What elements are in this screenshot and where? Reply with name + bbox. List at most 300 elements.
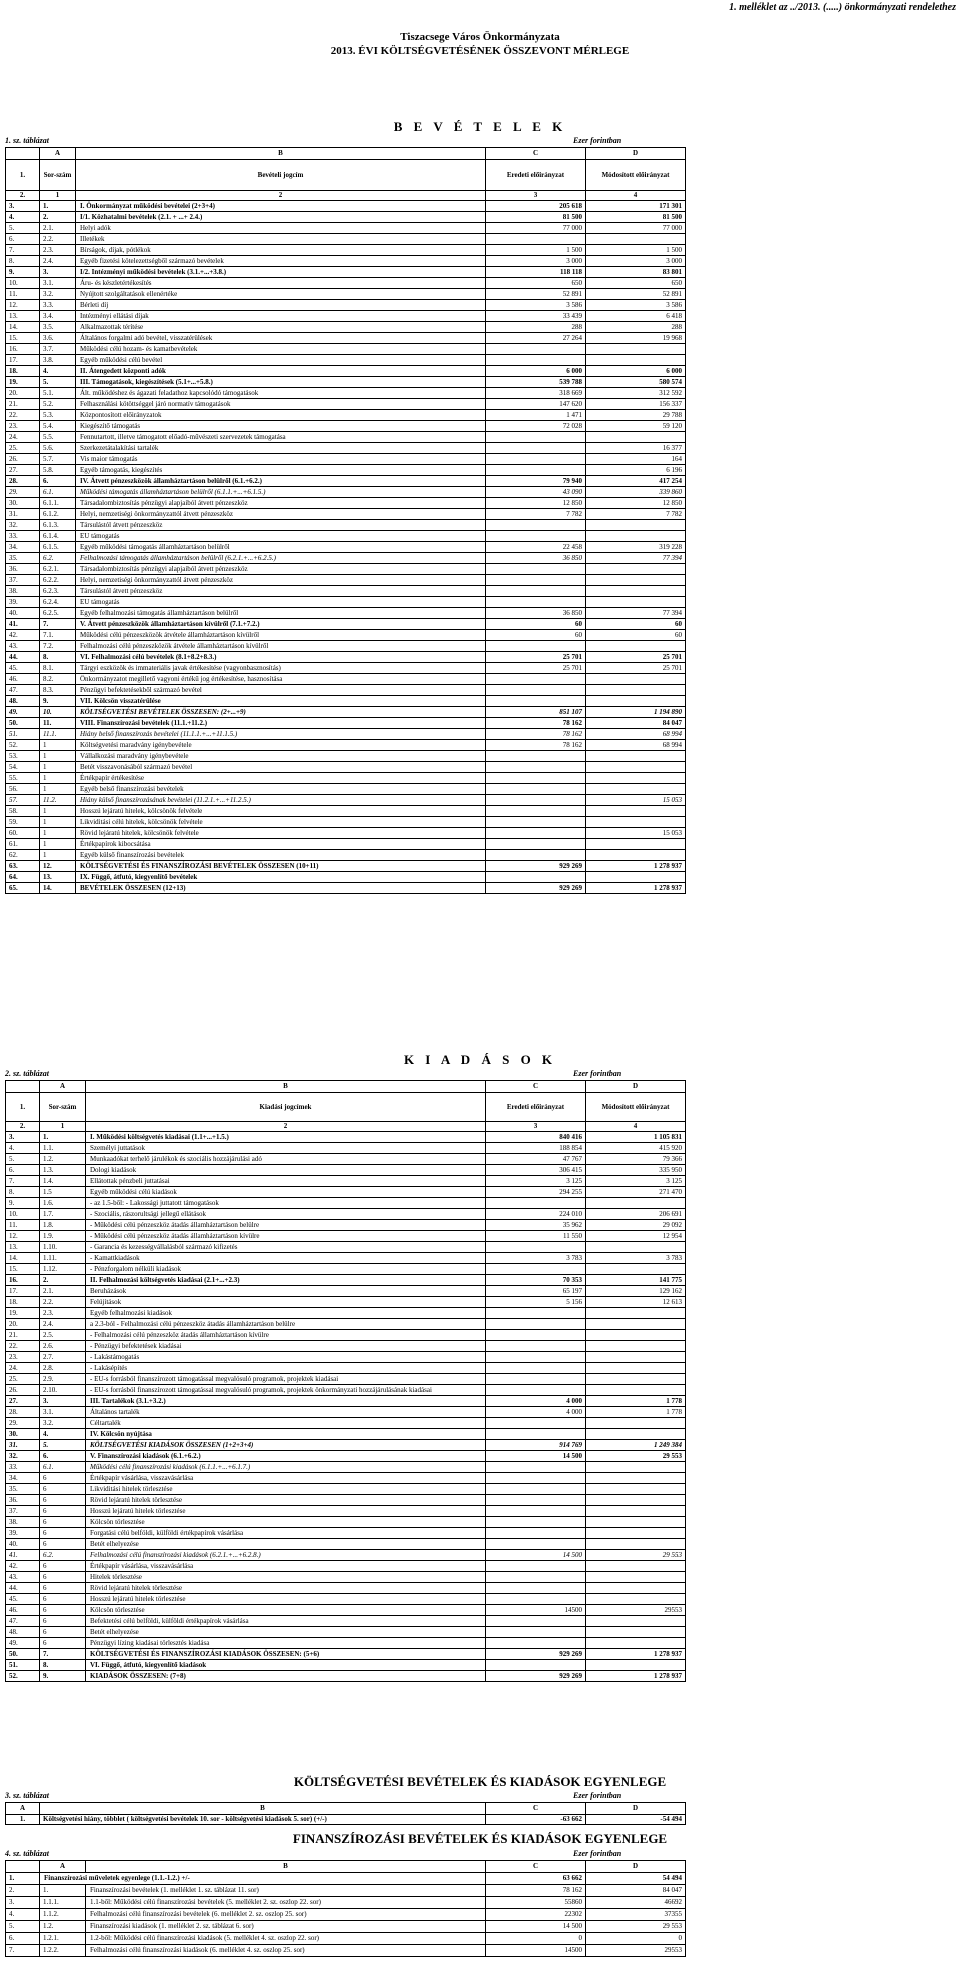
row-modified	[586, 1594, 686, 1605]
table-row	[6, 443, 686, 454]
row-modified	[586, 1473, 686, 1484]
balance-row-modified: -54 494	[586, 1815, 686, 1825]
row-label: Egyéb működési célú kiadások	[86, 1187, 486, 1198]
row-original	[486, 1528, 586, 1539]
row-original: 3 783	[486, 1253, 586, 1264]
row-modified: 29 788	[586, 410, 686, 421]
row-number: 9.	[6, 267, 40, 278]
row-modified: 171 301	[586, 201, 686, 212]
table-row	[6, 641, 686, 652]
row-code: 5.4.	[40, 421, 76, 432]
row-number: 51.	[6, 1660, 40, 1671]
row-label: Pénzügyi befektetésekből származó bevétel	[76, 685, 486, 696]
row-original: 929 269	[486, 861, 586, 872]
row-label: II. Felhalmozási költségvetés kiadásai (2.1+...+2.3)	[86, 1275, 486, 1286]
row-label: IV. Kölcsön nyújtása	[86, 1429, 486, 1440]
table-row	[6, 1594, 686, 1605]
num-1: 1	[40, 1122, 86, 1132]
row-original: 60	[486, 630, 586, 641]
col-d: D	[586, 148, 686, 160]
table-row	[6, 1176, 686, 1187]
row-code: 3.4.	[40, 311, 76, 322]
balance-row-original: -63 662	[486, 1815, 586, 1825]
revenue-unit: Ezer forintban	[573, 136, 622, 145]
table-row	[6, 619, 686, 630]
row-original	[486, 1341, 586, 1352]
table-row	[6, 1187, 686, 1198]
row-modified: 3 783	[586, 1253, 686, 1264]
row-label: - Pénzforgalom nélküli kiadások	[86, 1264, 486, 1275]
financing-table-label: 4. sz. táblázat	[5, 1849, 50, 1858]
row-code: 1.11.	[40, 1253, 86, 1264]
row-modified: 60	[586, 630, 686, 641]
row-modified: 68 994	[586, 729, 686, 740]
row-label: Központosított előirányzatok	[76, 410, 486, 421]
row-original: 78 162	[486, 718, 586, 729]
row-original	[486, 443, 586, 454]
col-c: C	[486, 1081, 586, 1093]
table-row	[6, 1352, 686, 1363]
col-a: A	[40, 148, 76, 160]
row-number: 44.	[6, 652, 40, 663]
row-code: 3.1.	[40, 1407, 86, 1418]
row-original	[486, 454, 586, 465]
expense-unit: Ezer forintban	[573, 1069, 622, 1078]
row-original: 294 255	[486, 1187, 586, 1198]
row-original: 205 618	[486, 201, 586, 212]
row-code: 12.	[40, 861, 76, 872]
row-label: Ellátottak pénzbeli juttatásai	[86, 1176, 486, 1187]
row-label: Egyéb felhalmozási kiadások	[86, 1308, 486, 1319]
table-row	[6, 1451, 686, 1462]
col-d: D	[586, 1861, 686, 1873]
row-code: 1	[40, 806, 76, 817]
row-modified	[586, 817, 686, 828]
table-row	[6, 1885, 686, 1897]
row-label: Hiány belső finanszírozás bevételei (11.1.1.+...+11.1.5.)	[76, 729, 486, 740]
table-row	[6, 344, 686, 355]
row-original: 63 662	[486, 1873, 586, 1885]
row-code: 1.2.	[40, 1154, 86, 1165]
row-number: 14.	[6, 322, 40, 333]
table-row	[6, 1220, 686, 1231]
row-modified	[586, 773, 686, 784]
row-code: 6.1.4.	[40, 531, 76, 542]
table-row	[6, 1198, 686, 1209]
row-code: 2.7.	[40, 1352, 86, 1363]
row-code: 1.10.	[40, 1242, 86, 1253]
row-number: 32.	[6, 1451, 40, 1462]
table-row	[6, 1154, 686, 1165]
row-code: 4.	[40, 1429, 86, 1440]
row-original	[486, 1352, 586, 1363]
num-4: 4	[586, 191, 686, 201]
num-1: 1	[40, 191, 76, 201]
row-modified: 25 701	[586, 652, 686, 663]
row-original	[486, 1594, 586, 1605]
row-modified: 156 337	[586, 399, 686, 410]
row-modified: 3 586	[586, 300, 686, 311]
row-modified: 417 254	[586, 476, 686, 487]
table-row	[6, 454, 686, 465]
row-original	[486, 685, 586, 696]
row-original	[486, 1495, 586, 1506]
row-original: 3 000	[486, 256, 586, 267]
row-code: 2.4.	[40, 1319, 86, 1330]
table-row	[6, 586, 686, 597]
row-original: 47 767	[486, 1154, 586, 1165]
row-label: KÖLTSÉGVETÉSI BEVÉTELEK ÖSSZESEN: (2+...+9)	[76, 707, 486, 718]
row-label: KÖLTSÉGVETÉSI ÉS FINANSZÍROZÁSI KIADÁSOK ÖSSZESEN: (5+6)	[86, 1649, 486, 1660]
row-code: 8.1.	[40, 663, 76, 674]
col-d: D	[586, 1803, 686, 1815]
row-code: 1	[40, 817, 76, 828]
row-number: 63.	[6, 861, 40, 872]
row-modified	[586, 1572, 686, 1583]
col-a: A	[40, 1081, 86, 1093]
row-label: EU támogatás	[76, 597, 486, 608]
row-label: Hiány külső finanszírozásának bevételei (11.2.1.+...+11.2.5.)	[76, 795, 486, 806]
row-number: 4.	[6, 212, 40, 223]
revenue-table-label: 1. sz. táblázat	[5, 136, 50, 145]
col-blank	[6, 1081, 40, 1093]
row-modified: 6 418	[586, 311, 686, 322]
table-row	[6, 1462, 686, 1473]
row-number: 15.	[6, 333, 40, 344]
row-original	[486, 1539, 586, 1550]
row-code: 13.	[40, 872, 76, 883]
row-number: 1.	[6, 1873, 40, 1885]
row-modified: 7 782	[586, 509, 686, 520]
row-code: 1.	[40, 1132, 86, 1143]
row-number: 17.	[6, 1286, 40, 1297]
row-original: 147 620	[486, 399, 586, 410]
row-code: 9.	[40, 696, 76, 707]
row-original: 0	[486, 1933, 586, 1945]
table-row	[6, 1297, 686, 1308]
row-number: 18.	[6, 366, 40, 377]
row-original: 11 550	[486, 1231, 586, 1242]
row-modified: 650	[586, 278, 686, 289]
table-row	[6, 1897, 686, 1909]
row-original	[486, 465, 586, 476]
row-original: 27 264	[486, 333, 586, 344]
row-label: Finanszírozási bevételek (1. melléklet 1. sz. táblázat 11. sor)	[86, 1885, 486, 1897]
row-number: 22.	[6, 410, 40, 421]
row-original: 914 769	[486, 1440, 586, 1451]
row-original	[486, 674, 586, 685]
row-original: 43 090	[486, 487, 586, 498]
row-original	[486, 1418, 586, 1429]
row-label: Egyéb belső finanszírozási bevételek	[76, 784, 486, 795]
row-number: 25.	[6, 1374, 40, 1385]
row-number: 24.	[6, 432, 40, 443]
table-row	[6, 509, 686, 520]
row-code: 1.1.2.	[40, 1909, 86, 1921]
row-modified	[586, 564, 686, 575]
row-code: 2.1.	[40, 1286, 86, 1297]
table-row	[6, 1286, 686, 1297]
row-modified: 1 249 384	[586, 1440, 686, 1451]
row-label: VI. Függő, átfutó, kiegyenlítő kiadások	[86, 1660, 486, 1671]
row-label: V. Finanszírozási kiadások (6.1.+6.2.)	[86, 1451, 486, 1462]
row-number: 52.	[6, 1671, 40, 1682]
table-row	[6, 1572, 686, 1583]
table-row	[6, 1165, 686, 1176]
num-3: 3	[486, 191, 586, 201]
row-number: 17.	[6, 355, 40, 366]
row-number: 59.	[6, 817, 40, 828]
row-original: 65 197	[486, 1286, 586, 1297]
row-modified	[586, 1341, 686, 1352]
row-original: 14 500	[486, 1921, 586, 1933]
table-row	[6, 1396, 686, 1407]
row-code: 1	[40, 839, 76, 850]
row-code: 3.2.	[40, 1418, 86, 1429]
row-code: 6.1.1.	[40, 498, 76, 509]
row-modified	[586, 685, 686, 696]
table-row	[6, 740, 686, 751]
financing-table	[5, 1860, 686, 1957]
row-number: 7.	[6, 1176, 40, 1187]
table-row	[6, 1933, 686, 1945]
financing-section-title: FINANSZÍROZÁSI BEVÉTELEK ÉS KIADÁSOK EGYENLEGE	[292, 1831, 668, 1846]
row-modified	[586, 1506, 686, 1517]
table-row	[6, 1660, 686, 1671]
row-original: 25 701	[486, 652, 586, 663]
row-number: 40.	[6, 1539, 40, 1550]
row-number: 51.	[6, 729, 40, 740]
table-row	[6, 1429, 686, 1440]
row-original	[486, 520, 586, 531]
num-row: 2.	[6, 191, 40, 201]
row-original	[486, 1330, 586, 1341]
table-row	[6, 432, 686, 443]
row-number: 33.	[6, 1462, 40, 1473]
row-original	[486, 432, 586, 443]
row-original: 14500	[486, 1945, 586, 1957]
num-2: 2	[76, 191, 486, 201]
row-label: Működési támogatás államháztartáson belülről (6.1.1.+...+6.1.5.)	[76, 487, 486, 498]
row-modified	[586, 641, 686, 652]
row-label: Ált. működéshez és ágazati feladathoz kapcsolódó támogatások	[76, 388, 486, 399]
row-original: 12 850	[486, 498, 586, 509]
table-row	[6, 311, 686, 322]
table-row	[6, 256, 686, 267]
row-original	[486, 1627, 586, 1638]
table-row	[6, 1909, 686, 1921]
row-code: 5.5.	[40, 432, 76, 443]
row-modified	[586, 696, 686, 707]
row-label: Felhalmozási célú finanszírozási kiadások (6.2.1.+...+6.2.8.)	[86, 1550, 486, 1561]
row-modified	[586, 1264, 686, 1275]
row-modified	[586, 1627, 686, 1638]
row-number: 50.	[6, 718, 40, 729]
row-original: 22 458	[486, 542, 586, 553]
row-label: Helyi adók	[76, 223, 486, 234]
row-label: Felújítások	[86, 1297, 486, 1308]
row-code: 6.2.2.	[40, 575, 76, 586]
row-number: 12.	[6, 1231, 40, 1242]
row-label: - Felhalmozási célú pénzeszköz átadás államháztartáson kívülre	[86, 1330, 486, 1341]
table-row	[6, 278, 686, 289]
table-row	[6, 520, 686, 531]
head-modified: Módosított előirányzat	[586, 1093, 686, 1122]
row-modified: 1 778	[586, 1407, 686, 1418]
row-modified	[586, 839, 686, 850]
row-number: 8.	[6, 1187, 40, 1198]
row-modified: 3 125	[586, 1176, 686, 1187]
row-modified: 29 553	[586, 1921, 686, 1933]
expense-section-title: K I A D Á S O K	[403, 1052, 557, 1067]
row-number: 4.	[6, 1909, 40, 1921]
row-label: Illetékek	[76, 234, 486, 245]
table-row	[6, 498, 686, 509]
row-code: 6.2.5.	[40, 608, 76, 619]
table-row	[6, 1330, 686, 1341]
row-original	[486, 773, 586, 784]
table-row	[6, 1242, 686, 1253]
table-row	[6, 465, 686, 476]
table-row	[6, 751, 686, 762]
row-label: Felhalmozási célú pénzeszközök átvétele államháztartáson kívülről	[76, 641, 486, 652]
row-label: 1.2-ből: Működési célú finanszírozási kiadások (5. melléklet 4. sz. oszlop 22. sor)	[86, 1933, 486, 1945]
row-label: Alkalmazottak térítése	[76, 322, 486, 333]
row-modified: 25 701	[586, 663, 686, 674]
row-code: 11.2.	[40, 795, 76, 806]
table-row	[6, 1649, 686, 1660]
row-original: 5 156	[486, 1297, 586, 1308]
row-label: Egyéb támogatás, kiegészítés	[76, 465, 486, 476]
row-code: 8.3.	[40, 685, 76, 696]
row-number: 53.	[6, 751, 40, 762]
row-label: Fennutartott, illetve támogatott előadó-művészeti szervezetek támogatása	[76, 432, 486, 443]
row-original: 55860	[486, 1897, 586, 1909]
row-label: I. Működési költségvetés kiadásai (1.1+...+1.5.)	[86, 1132, 486, 1143]
row-code: 1.9.	[40, 1231, 86, 1242]
row-original	[486, 872, 586, 883]
row-code: 6	[40, 1506, 86, 1517]
table-row	[6, 1539, 686, 1550]
row-code: 2.2.	[40, 234, 76, 245]
row-label: BEVÉTELEK ÖSSZESEN (12+13)	[76, 883, 486, 894]
row-original: 79 940	[486, 476, 586, 487]
row-number: 60.	[6, 828, 40, 839]
table-row	[6, 707, 686, 718]
row-modified	[586, 806, 686, 817]
row-number: 31.	[6, 509, 40, 520]
row-label: Betét visszavonásából származó bevétel	[76, 762, 486, 773]
row-code: 2.8.	[40, 1363, 86, 1374]
row-code: 7.	[40, 619, 76, 630]
row-original: 851 107	[486, 707, 586, 718]
table-row	[6, 828, 686, 839]
row-label: Finanszírozási kiadások (1. melléklet 2. sz. táblázat 6. sor)	[86, 1921, 486, 1933]
row-code: 6.	[40, 476, 76, 487]
row-original: 4 000	[486, 1396, 586, 1407]
row-modified: 81 500	[586, 212, 686, 223]
row-number: 27.	[6, 465, 40, 476]
table-row	[6, 1638, 686, 1649]
row-label: a 2.3-ból - Felhalmozási célú pénzeszköz átadás államháztartáson belülre	[86, 1319, 486, 1330]
row-modified	[586, 531, 686, 542]
table-row	[6, 652, 686, 663]
row-number: 28.	[6, 476, 40, 487]
row-number: 5.	[6, 223, 40, 234]
row-original: 929 269	[486, 883, 586, 894]
row-code: 6.1.3.	[40, 520, 76, 531]
row-code: 7.2.	[40, 641, 76, 652]
row-label: Működési célú pénzeszközök átvétele államháztartáson kívülről	[76, 630, 486, 641]
row-number: 11.	[6, 1220, 40, 1231]
row-number: 4.	[6, 1143, 40, 1154]
row-number: 38.	[6, 1517, 40, 1528]
row-modified: 83 801	[586, 267, 686, 278]
table-row	[6, 410, 686, 421]
row-code: 6	[40, 1572, 86, 1583]
row-modified	[586, 1308, 686, 1319]
row-modified: 29553	[586, 1605, 686, 1616]
row-original	[486, 564, 586, 575]
table-row	[6, 696, 686, 707]
row-modified	[586, 520, 686, 531]
row-number: 45.	[6, 1594, 40, 1605]
row-modified: 1 105 831	[586, 1132, 686, 1143]
row-code: 1.3.	[40, 1165, 86, 1176]
row-code: 1.2.	[40, 1921, 86, 1933]
row-modified: 19 968	[586, 333, 686, 344]
balance-table	[5, 1802, 686, 1825]
table-row	[6, 1308, 686, 1319]
row-code: 1.	[40, 1885, 86, 1897]
row-modified: 1 278 937	[586, 1649, 686, 1660]
table-row	[6, 223, 686, 234]
row-label: Társulástól átvett pénzeszköz	[76, 520, 486, 531]
row-label: - EU-s forrásból finanszírozott támogatással megvalósuló programok, projektek kiadásai	[86, 1374, 486, 1385]
row-number: 24.	[6, 1363, 40, 1374]
table-row	[6, 630, 686, 641]
row-label: 1.1-ből: Működési célú finanszírozási bevételek (5. melléklet 2. sz. oszlop 22. sor)	[86, 1897, 486, 1909]
row-number: 49.	[6, 1638, 40, 1649]
table-row	[6, 1231, 686, 1242]
col-c: C	[486, 1861, 586, 1873]
row-original: 288	[486, 322, 586, 333]
row-modified: 1 278 937	[586, 883, 686, 894]
row-original: 7 782	[486, 509, 586, 520]
row-original	[486, 1264, 586, 1275]
row-original	[486, 531, 586, 542]
row-original: 78 162	[486, 1885, 586, 1897]
row-modified	[586, 1429, 686, 1440]
balance-section-title: KÖLTSÉGVETÉSI BEVÉTELEK ÉS KIADÁSOK EGYENLEGE	[293, 1774, 667, 1789]
table-row	[6, 575, 686, 586]
row-original: 36 850	[486, 553, 586, 564]
row-label: Beruházások	[86, 1286, 486, 1297]
row-original: 14 500	[486, 1550, 586, 1561]
row-number: 12.	[6, 300, 40, 311]
table-row	[6, 333, 686, 344]
row-label: V. Átvett pénzeszközök államháztartáson kívülről (7.1.+7.2.)	[76, 619, 486, 630]
table-row	[6, 1921, 686, 1933]
row-number: 6.	[6, 1933, 40, 1945]
row-original	[486, 806, 586, 817]
row-code: 6.1.	[40, 1462, 86, 1473]
row-modified: 29553	[586, 1945, 686, 1957]
table-row	[6, 685, 686, 696]
row-number: 42.	[6, 630, 40, 641]
row-modified: 46692	[586, 1897, 686, 1909]
head-row-no: 1.	[6, 160, 40, 191]
